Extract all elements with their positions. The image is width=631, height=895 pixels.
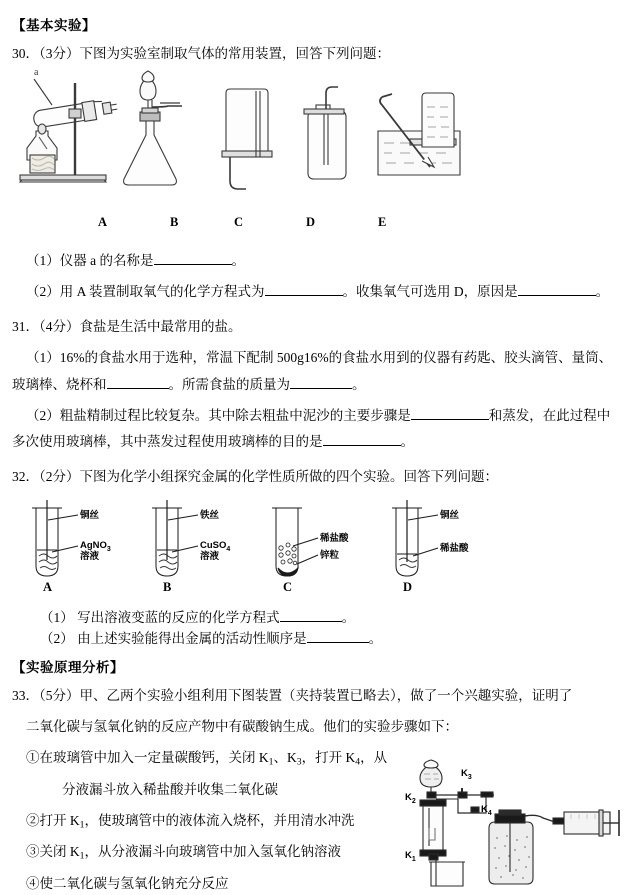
question-30-sub1 (26, 251, 631, 272)
question-30-sub2 (26, 282, 631, 303)
answer-blank-32-2[interactable] (307, 642, 369, 643)
figure-label-a: A (98, 214, 108, 229)
question-30-sub1-text: （1）仪器 a 的名称是 (26, 252, 154, 268)
answer-blank-30-1[interactable] (154, 264, 232, 265)
question-30-sub2-text-b: 。收集氧气可选用 D，原因是 (342, 283, 518, 299)
question-31-sub2-text-c: 多次使用玻璃棒，其中蒸发过程使用玻璃棒的目的是 (12, 434, 323, 450)
step1-text-b: 、K (273, 749, 297, 765)
figure-label-c: C (234, 214, 244, 229)
step3-text-b: ，从分液漏斗向玻璃管中加入氢氧化钠溶液 (84, 844, 341, 860)
metal-reactivity-test-tubes-figure (10, 498, 530, 598)
tube-caption-c: C (283, 580, 293, 595)
answer-blank-30-2a[interactable] (265, 295, 343, 296)
tube-a-metal-label: 铜丝 (80, 510, 100, 522)
tube-caption-b: B (163, 580, 172, 595)
tube-caption-a: A (43, 580, 53, 595)
spacer (0, 237, 631, 251)
step2-text-b: ，使玻璃管中的液体流入烧杯，并用清水冲洗 (84, 812, 355, 828)
figure-label-d: D (306, 214, 316, 229)
step1-text-a: ①在玻璃管中加入一定量碳酸钙，关闭 K (26, 749, 269, 765)
valve-label-k1: $K_1$ (405, 850, 416, 863)
spacer (0, 598, 631, 608)
tube-caption-d: D (403, 580, 413, 595)
question-32-figure-row (10, 498, 631, 598)
step2-text-a: ②打开 K (26, 812, 80, 828)
spacer (0, 338, 631, 348)
step1-text-d: ，从 (360, 749, 388, 765)
answer-blank-32-1[interactable] (280, 621, 342, 622)
question-32-sub1 (40, 608, 631, 629)
step3-sub-1: 1 (79, 851, 85, 863)
answer-blank-31-2b[interactable] (323, 445, 401, 446)
valve-label-k2: $K_2$ (405, 792, 416, 805)
question-33-step-4: ④使二氧化碳与氢氧化钠充分反应 (26, 876, 229, 892)
valve-label-k4: $K_4$ (481, 804, 492, 817)
tube-c-solution-label: 稀盐酸 (320, 533, 349, 545)
spacer (0, 707, 631, 717)
section-heading-principle-analysis: 【实验原理分析】 (12, 660, 124, 676)
question-31-stem: 31．（4分）食盐是生活中最常用的盐。 (12, 318, 242, 334)
question-31-sub2-text-b: 和蒸发，在此过程中 (488, 407, 611, 423)
step1-sub-3: 3 (296, 756, 302, 768)
tube-a-solution-label-2: 溶液 (80, 551, 100, 563)
step1-text-c: ，打开 K (301, 749, 356, 765)
question-31-sub1-line2 (12, 375, 631, 396)
question-31-sub2-line1 (26, 406, 631, 427)
question-31-sub1-text-a: 玻璃棒、烧杯和 (12, 376, 107, 392)
question-31-sub1-line1: （1）16%的食盐水用于选种，常温下配制 500g16%的食盐水用到的仪器有药匙、胶头滴管、量筒、 (26, 349, 613, 365)
answer-blank-31-1a[interactable] (107, 388, 169, 389)
question-30-sub2-text-a: （2）用 A 装置制取氧气的化学方程式为 (26, 283, 265, 299)
question-31-sub2-line2 (12, 432, 631, 453)
question-31-sub1-text-b: 。所需食盐的质量为 (168, 376, 290, 392)
tube-b-solution-label-2: 溶液 (200, 551, 220, 563)
spacer (0, 453, 631, 467)
question-31-sub1-period: 。 (352, 376, 366, 392)
spacer (0, 272, 631, 282)
answer-blank-31-1b[interactable] (290, 388, 352, 389)
step1-sub-1: 1 (268, 756, 274, 768)
gas-preparation-apparatus-figure (12, 65, 472, 215)
question-32-sub2-period: 。 (368, 631, 383, 647)
figure-label-e: E (378, 214, 387, 229)
tube-a-solution-label: AgNO$_3$ (80, 540, 111, 554)
question-32-sub1-period: 。 (341, 610, 356, 626)
apparatus-pointer-label-a: a (34, 66, 39, 78)
question-33-stem-line2: 二氧化碳与氢氧化钠的反应产物中有碳酸钠生成。他们的实验步骤如下： (26, 719, 458, 735)
tube-d-solution-label: 稀盐酸 (440, 543, 469, 555)
figure-label-b: B (170, 214, 179, 229)
question-30-figure-row (12, 65, 631, 215)
question-32-sub1-text: （1） 写出溶液变蓝的反应的化学方程式 (40, 610, 280, 626)
tube-d-metal-label: 铜丝 (440, 510, 460, 522)
question-31-sub2-text-a: （2）粗盐精制过程比较复杂。其中除去粗盐中泥沙的主要步骤是 (26, 407, 411, 423)
question-31-sub2-period: 。 (400, 434, 414, 450)
step3-text-a: ③关闭 K (26, 844, 80, 860)
answer-blank-31-2a[interactable] (411, 419, 489, 420)
tube-c-granule-label: 锌粒 (320, 550, 340, 562)
spacer (0, 676, 631, 686)
question-33-stem-line1: 33．（5分）甲、乙两个实验小组利用下图装置（夹持装置已略去），做了一个兴趣实验，证明了 (12, 688, 573, 704)
step2-sub-1: 1 (79, 819, 85, 831)
top-spacer (0, 0, 631, 14)
spacer (0, 34, 631, 44)
answer-blank-30-2b[interactable] (518, 295, 596, 296)
spacer (0, 396, 631, 406)
section-heading-basic-experiment: 【基本实验】 (12, 18, 96, 33)
spacer (0, 488, 631, 498)
question-32-stem: 32．（2分）下图为化学小组探究金属的化学性质所做的四个实验。回答下列问题： (12, 469, 498, 485)
step1-sub-4: 4 (355, 756, 361, 768)
tube-b-metal-label: 铁丝 (200, 510, 220, 522)
question-30-sub1-period: 。 (231, 252, 245, 268)
question-33-figure (403, 750, 629, 887)
question-30-sub2-period: 。 (595, 283, 610, 299)
question-32-sub2-text: （2） 由上述实验能得出金属的活动性顺序是 (40, 631, 307, 647)
co2-naoh-reaction-apparatus-figure (403, 750, 629, 887)
question-30-stem: 30．（3分）下图为实验室制取气体的常用装置，回答下列问题： (12, 46, 390, 61)
question-30-figure-captions (0, 215, 631, 237)
tube-b-solution-label: CuSO$_4$ (200, 540, 231, 554)
question-33-step-1-cont: 分液漏斗放入稀盐酸并收集二氧化碳 (62, 781, 278, 797)
question-32-sub2 (40, 629, 631, 650)
valve-label-k3: $K_3$ (461, 768, 472, 781)
spacer (0, 303, 631, 317)
spacer (0, 738, 631, 748)
